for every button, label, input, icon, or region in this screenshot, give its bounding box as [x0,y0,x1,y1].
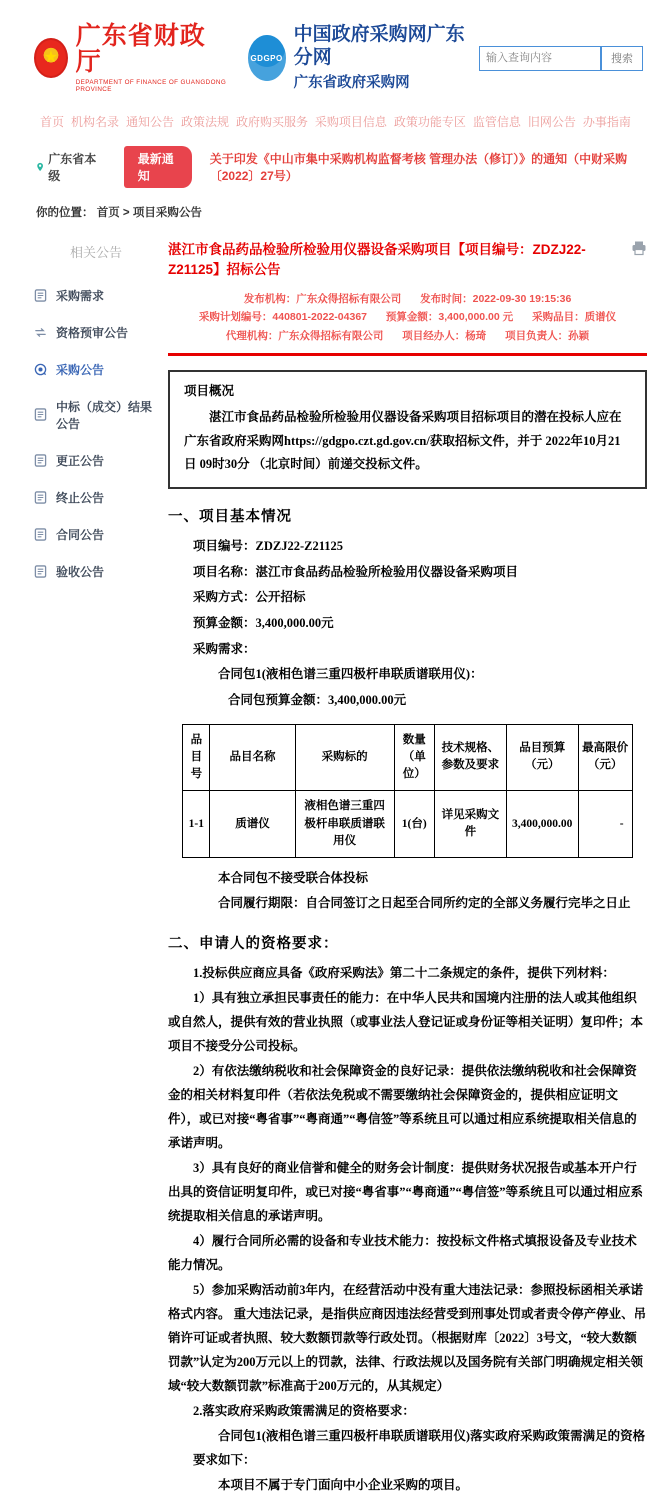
cell-quantity: 1(台) [394,791,434,858]
col-header: 技术规格、参数及要求 [434,724,506,791]
col-header: 采购标的 [295,724,394,791]
cell-budget: 3,400,000.00 [506,791,578,858]
qualification-paragraph: 本项目不属于专门面向中小企业采购的项目。 [193,1473,647,1497]
meta-row [168,308,647,326]
package-budget-line: 合同包预算金额：3,400,000.00元 [228,688,647,714]
sidebar-item-label: 验收公告 [56,563,104,580]
sidebar-item-contract[interactable] [34,516,158,553]
nav-item-notices[interactable]: 通知公告 [126,113,174,130]
cell-item-no: 1-1 [183,791,210,858]
document-icon [34,454,47,467]
package-line: 合同包1(液相色谱三重四极杆串联质谱联用仪)： [218,662,647,688]
qualification-paragraph: 5）参加采购活动前3年内，在经营活动中没有重大违法记录：参照投标函相关承诺格式内容。 重大违法记录，是指供应商因违法经营受到刑事处罚或者责令停产停业、吊销许可证或者执照、较大数额罚款等行政处罚。（根据财库〔2022〕3号文，“较大数额罚款”认定为200万元以上的罚款，法律、行政法规以及国务院有关部门明确规定相关领域“较大数额罚款”标准高于200万元的，从其规定） [168,1278,647,1398]
region-selector[interactable] [36,150,98,184]
print-icon[interactable] [631,240,647,256]
budget-line: 预算金额：3,400,000.00元 [193,611,647,637]
document-icon [34,408,47,421]
qualification-paragraph: 4）履行合同所必需的设备和专业技术能力：按投标文件格式填报设备及专业技术能力情况。 [168,1229,647,1277]
notice-link[interactable]: 关于印发《中山市集中采购机构监督考核 管理办法（修订）》的通知（中财采购〔2022〕27号） [210,150,631,184]
nav-item-gov-purchase-services[interactable]: 政府购买服务 [236,113,308,130]
nav-item-home[interactable]: 首页 [40,113,64,130]
latest-notice-badge: 最新通知 [124,146,192,188]
sidebar-item-label: 终止公告 [56,489,104,506]
notice-bar [0,136,661,192]
qualification-paragraph: 2）有依法缴纳税收和社会保障资金的良好记录：提供依法缴纳税收和社会保障资金的相关材料复印件（若依法免税或不需要缴纳社会保障资金的，提供相应证明文件），或已对接“粤省事”“粤商通”“粤信签”等系统且可以通过相应系统提取相关信息的承诺声明。 [168,1059,647,1155]
breadcrumb-current: 项目采购公告 [133,207,202,219]
document-icon [34,289,47,302]
nav-item-policy-zone[interactable]: 政策功能专区 [394,113,466,130]
project-handler: 项目经办人：杨琦 [402,330,486,342]
nav-item-supervision[interactable]: 监管信息 [473,113,521,130]
cell-spec: 详见采购文件 [434,791,506,858]
sidebar-title: 相关公告 [34,234,158,277]
col-header: 品目预算（元） [506,724,578,791]
sidebar-item-termination[interactable] [34,479,158,516]
overview-title: 项目概况 [184,380,631,404]
sidebar-item-procurement-announcement[interactable] [34,351,158,388]
project-overview-box [168,370,647,489]
nav-item-project-info[interactable]: 采购项目信息 [315,113,387,130]
search-button[interactable]: 搜索 [601,46,643,71]
publish-time: 发布时间：2022-09-30 19:15:36 [420,293,571,305]
search-input[interactable] [479,46,601,71]
article-meta [168,290,647,345]
site-title: 中国政府采购网广东分网 [294,24,467,70]
document-icon [34,565,47,578]
location-pin-icon [36,162,44,172]
related-announcements-sidebar [0,234,158,1497]
document-icon [34,528,47,541]
col-header: 品目名称 [210,724,295,791]
demand-line: 采购需求： [193,637,647,663]
sidebar-item-label: 合同公告 [56,526,104,543]
national-emblem-icon: ★ [34,38,68,78]
org-subtitle: DEPARTMENT OF FINANCE OF GUANGDONG PROVINCE [76,79,232,93]
col-header: 品目号 [183,724,210,791]
breadcrumb-separator: > [123,207,130,219]
red-divider [168,353,647,356]
qualification-paragraph: 1.投标供应商应具备《政府采购法》第二十二条规定的条件，提供下列材料： [168,961,647,985]
items-table [182,724,632,859]
main-nav [0,103,661,136]
breadcrumb-label: 你的位置： [36,207,94,219]
plan-number: 采购计划编号：440801-2022-04367 [199,311,367,323]
region-label: 广东省本级 [48,150,97,184]
cell-item-name: 质谱仪 [210,791,295,858]
overview-text: 湛江市食品药品检验所检验用仪器设备采购项目招标项目的潜在投标人应在广东省政府采购网https://gdgpo.czt.gd.gov.cn/获取招标文件，并于 2022年10月21日 09时30分 （北京时间）前递交投标文件。 [184,406,631,477]
no-consortium-note: 本合同包不接受联合体投标 [218,866,647,891]
procurement-category: 采购品目：质谱仪 [532,311,616,323]
procurement-method-line: 采购方式：公开招标 [193,585,647,611]
page-header [0,0,661,103]
refresh-icon [34,326,47,339]
meta-row [168,327,647,345]
col-header: 数量（单位） [394,724,434,791]
agency: 代理机构：广东众得招标有限公司 [226,330,384,342]
qualification-paragraph: 2.落实政府采购政策需满足的资格要求： [168,1399,647,1423]
breadcrumb-home[interactable]: 首页 [97,207,120,219]
nav-item-policy[interactable]: 政策法规 [181,113,229,130]
sidebar-item-correction[interactable] [34,442,158,479]
budget-amount: 预算金额：3,400,000.00 元 [386,311,513,323]
sidebar-item-procurement-demand[interactable] [34,277,158,314]
nav-item-guide[interactable]: 办事指南 [583,113,631,130]
section-heading-qualification: 二、申请人的资格要求： [168,932,647,953]
meta-row [168,290,647,308]
gdgpo-logo [248,24,468,92]
sidebar-item-label: 资格预审公告 [56,324,128,341]
col-header: 最高限价（元） [578,724,632,791]
sidebar-item-award-results[interactable] [34,388,158,442]
sidebar-item-prequalification[interactable] [34,314,158,351]
sidebar-item-label: 采购公告 [56,361,104,378]
org-name: 广东省财政厅 [76,24,232,77]
sidebar-item-label: 采购需求 [56,287,104,304]
page-title: 湛江市食品药品检验所检验用仪器设备采购项目【项目编号：ZDZJ22-Z21125】招标公告 [168,240,625,281]
nav-item-old-site[interactable]: 旧网公告 [528,113,576,130]
table-header-row [183,724,632,791]
finance-dept-logo [34,24,232,93]
sidebar-item-label: 中标（成交）结果公告 [56,398,158,432]
sidebar-item-acceptance[interactable] [34,553,158,590]
cell-max-price: - [578,791,632,858]
project-name-line: 项目名称：湛江市食品药品检验所检验用仪器设备采购项目 [193,560,647,586]
site-subtitle: 广东省政府采购网 [294,71,467,92]
search-bar [479,46,643,71]
announcement-article [158,234,661,1497]
project-leader: 项目负责人：孙颖 [505,330,589,342]
section-heading-basic-info: 一、项目基本情况 [168,505,647,526]
sidebar-item-label: 更正公告 [56,452,104,469]
gdgpo-circle-icon: GDGPO [248,35,286,81]
cell-target: 液相色谱三重四极杆串联质谱联用仪 [295,791,394,858]
contract-period-note: 合同履行期限：自合同签订之日起至合同所约定的全部义务履行完毕之日止 [218,891,647,916]
project-number-line: 项目编号：ZDZJ22-Z21125 [193,534,647,560]
qualification-paragraph: 合同包1(液相色谱三重四极杆串联质谱联用仪)落实政府采购政策需满足的资格要求如下： [193,1424,647,1472]
qualification-paragraph: 1）具有独立承担民事责任的能力：在中华人民共和国境内注册的法人或其他组织或自然人，提供有效的营业执照（或事业法人登记证或身份证等相关证明）复印件；本项目不接受分公司投标。 [168,986,647,1058]
qualification-paragraph: 3）具有良好的商业信誉和健全的财务会计制度：提供财务状况报告或基本开户行出具的资信证明复印件，或已对接“粤省事”“粤商通”“粤信签”等系统且可以通过相应系统提取相关信息的承诺声明。 [168,1156,647,1228]
breadcrumb [0,192,661,220]
table-row [183,791,632,858]
document-icon [34,491,47,504]
publish-org: 发布机构：广东众得招标有限公司 [244,293,402,305]
nav-item-directory[interactable]: 机构名录 [71,113,119,130]
bullseye-icon [34,363,47,376]
